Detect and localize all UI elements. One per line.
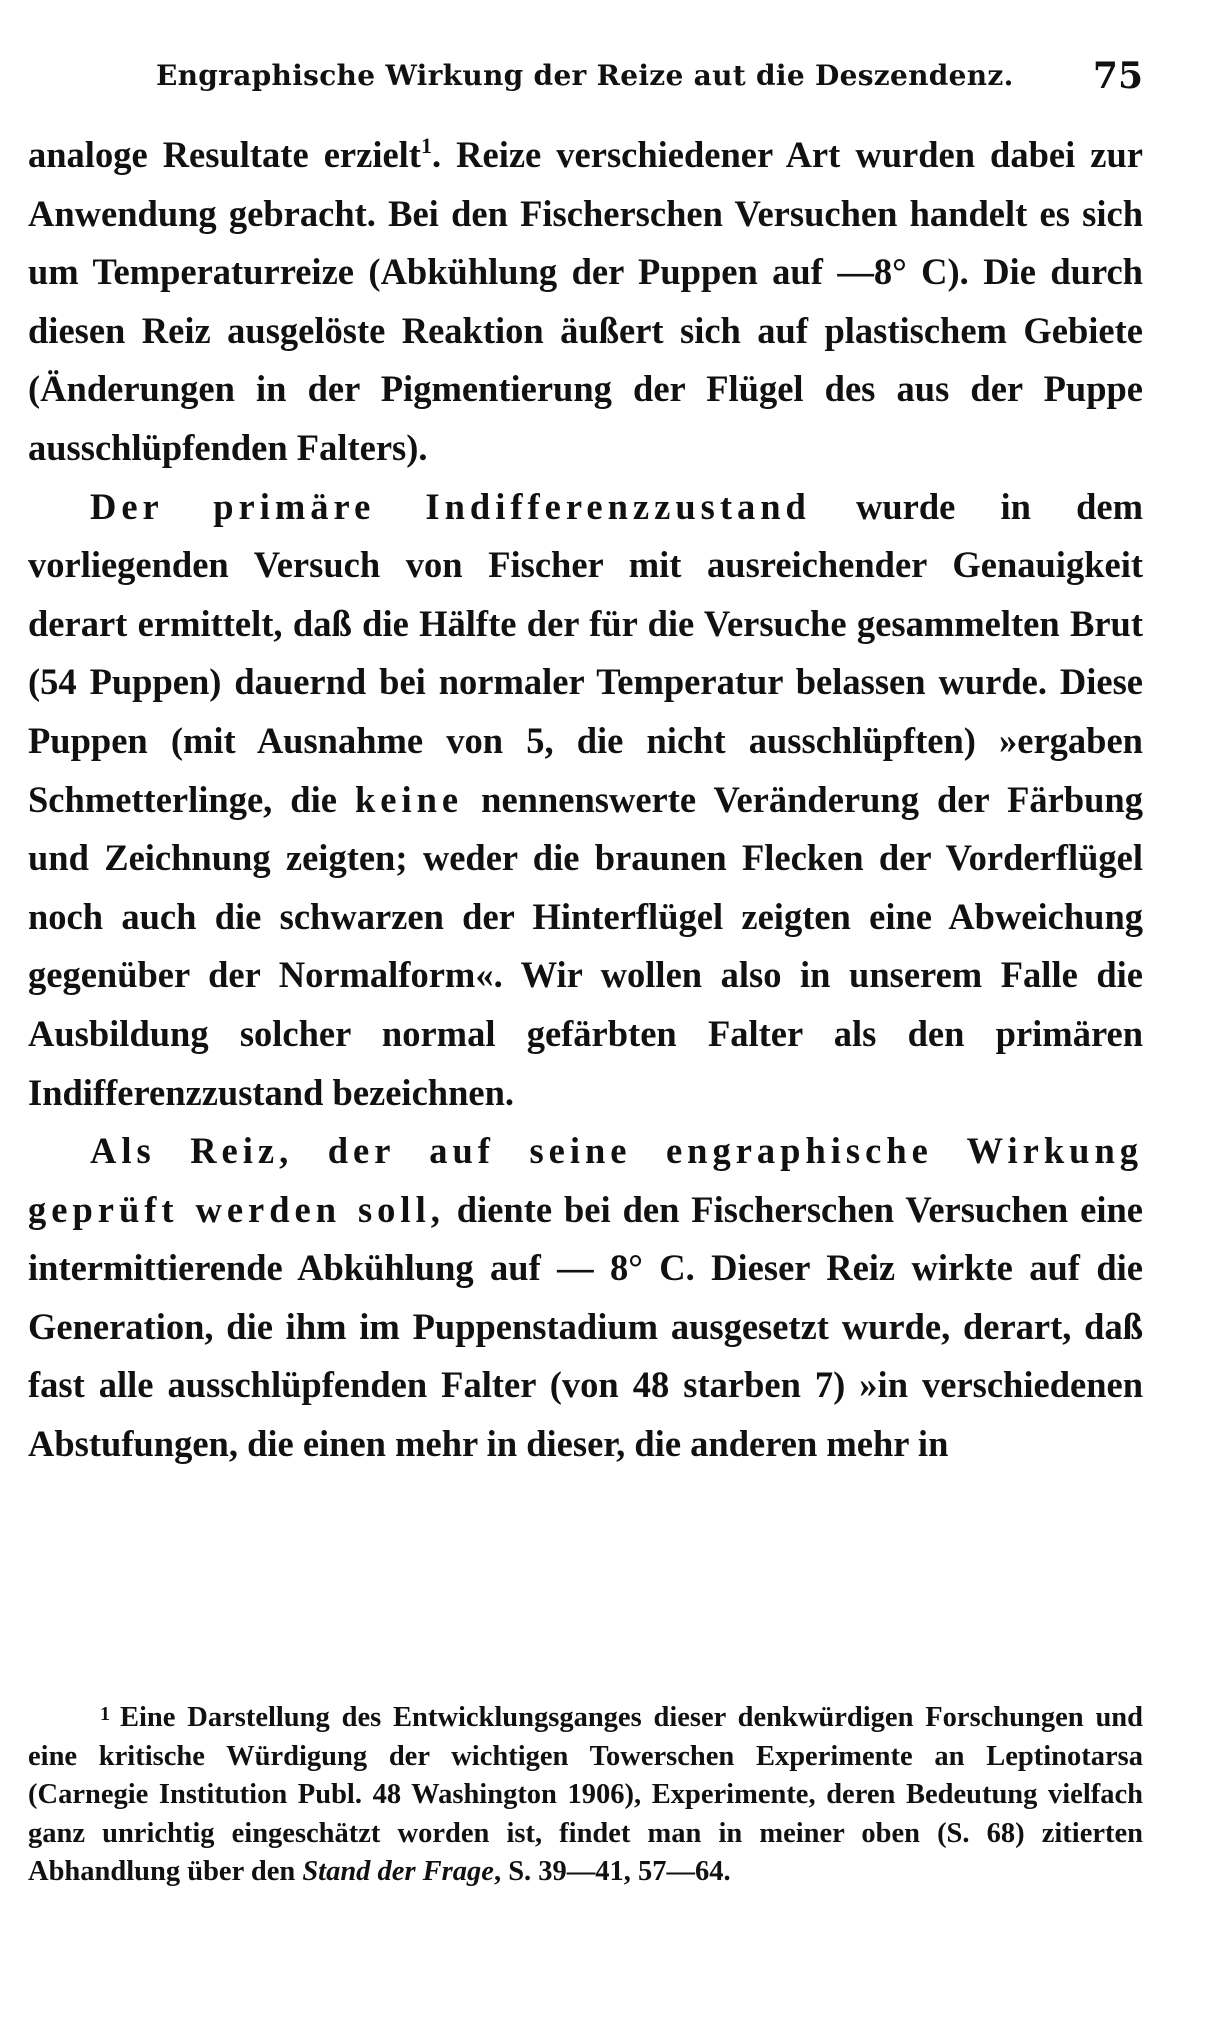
paragraph-2-text-b: nennenswerte Veränderung der Färbung und Zeichnung zeigten; weder die braunen Flecken der Vorderflügel noch auch die schwarzen der Hinterflügel zeigten eine Abweichung gegenüber der Normalform«. Wir wollen also in unserem Falle die Ausbildung solcher normal gefärbten Falter als den primären Indifferenzzustand bezeichnen. xyxy=(28,778,1143,1113)
footnote-marker: 1 xyxy=(100,1703,110,1725)
emphasis-keine: keine xyxy=(354,778,464,820)
footnote-text-a: Eine Darstellung des Entwicklungsganges dieser denkwürdigen Forschungen und eine kritische Würdigung der wichtigen Towerschen Experimente an Leptinotarsa (Carnegie Institution Publ. 48 Washington 1906), Experimente, deren Bedeutung vielfach ganz unrichtig eingeschätzt worden ist, findet man in meiner oben (S. 68) zitierten Abhandlung über den xyxy=(28,1702,1143,1887)
footnote-text-b: , S. 39—41, 57—64. xyxy=(493,1856,731,1887)
page-number: 75 xyxy=(1092,55,1143,97)
footnote-reference: 1 xyxy=(420,133,432,158)
footnote-cited-title: Stand der Frage xyxy=(302,1856,494,1887)
emphasis-primary-indifference: primäre Indifferenzzustand xyxy=(213,485,811,527)
paragraph-1 xyxy=(28,126,1143,478)
paragraph-3-rest: diente bei den Fischerschen Versuchen eine intermittierende Abkühlung auf — 8° C. Dieser Reiz wirkte auf die Generation, die ihm im Puppenstadium ausgesetzt wurde, derart, daß fast alle ausschlüpfenden Falter (von 48 starben 7) »in verschiedenen Abstufungen, die einen mehr in dieser, die anderen mehr in xyxy=(28,1188,1143,1465)
paragraph-2-text-a: wurde in dem vorliegenden Versuch von Fischer mit ausreichender Genauigkeit derart ermittelt, daß die Hälfte der für die Versuche gesammelten Brut (54 Puppen) dauernd bei normaler Temperatur belassen wurde. Diese Puppen (mit Ausnahme von 5, die nicht ausschlüpften) »ergaben Schmetterlinge, die xyxy=(28,485,1143,820)
footnote xyxy=(28,1695,1143,1892)
paragraph-3 xyxy=(28,1122,1143,1474)
body-text xyxy=(28,126,1143,1474)
running-title: Engraphische Wirkung der Reize aut die Deszendenz. xyxy=(156,59,1014,92)
book-page xyxy=(28,0,1143,2028)
paragraph-1-rest: . Reize verschiedener Art wurden dabei zur Anwendung gebracht. Bei den Fischerschen Versuchen handelt es sich um Temperaturreize (Abkühlung der Puppen auf —8° C). Die durch diesen Reiz ausgelöste Reaktion äußert sich auf plastischem Gebiete (Änderungen in der Pigmentierung der Flügel des aus der Puppe ausschlüpfenden Falters). xyxy=(28,134,1143,468)
paragraph-2 xyxy=(28,478,1143,1123)
emphasis-stimulus: Als Reiz, der auf seine engraphische Wirkung geprüft werden soll, xyxy=(28,1130,1143,1230)
running-head xyxy=(28,46,1143,106)
paragraph-2-intro: Der xyxy=(90,485,214,527)
paragraph-1-text: analoge Resultate erzielt xyxy=(28,134,421,175)
